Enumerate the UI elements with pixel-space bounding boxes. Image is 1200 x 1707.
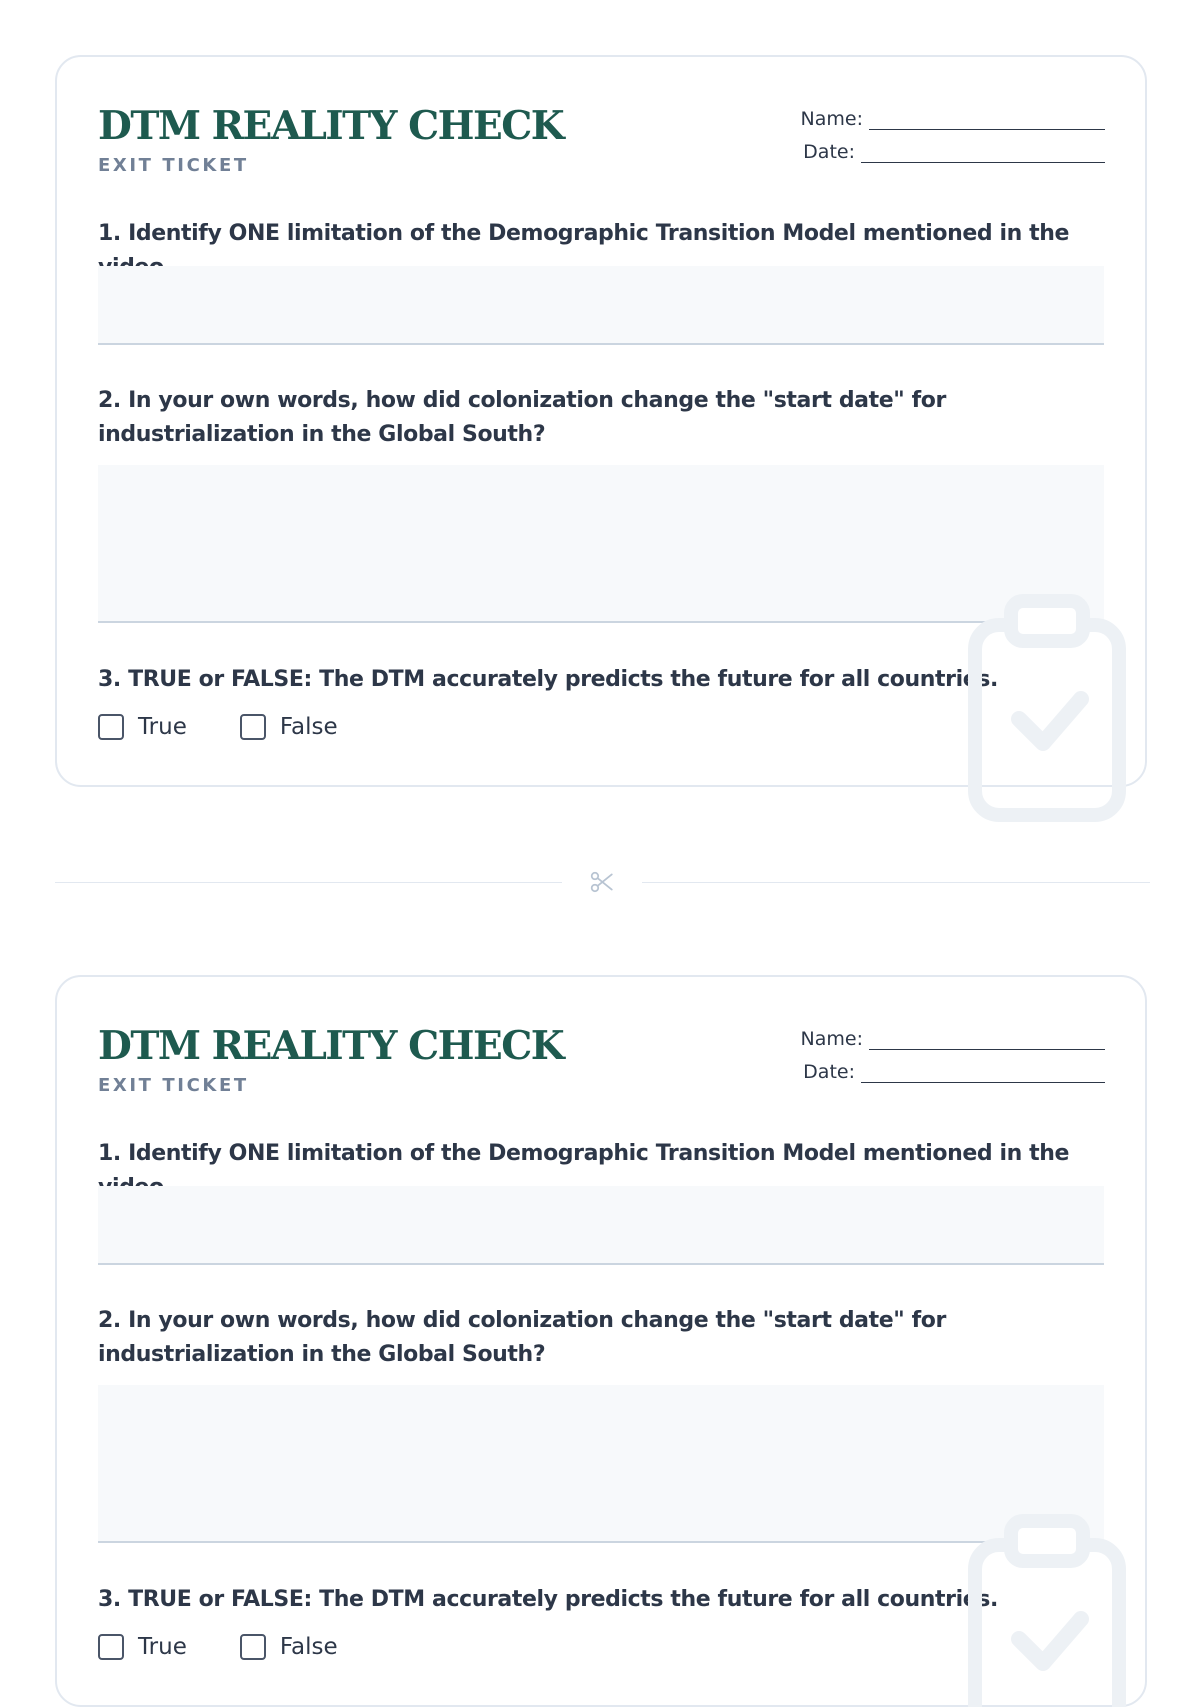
student-info [795, 97, 1105, 163]
question-3: 3. TRUE or FALSE: The DTM accurately predicts the future for all countries. [98, 667, 998, 692]
ticket-subtitle: EXIT TICKET [98, 155, 249, 176]
ticket-header [98, 103, 564, 176]
student-info [795, 1017, 1105, 1083]
date-label: Date: [803, 1061, 855, 1083]
cut-line-right [642, 882, 1150, 883]
date-row [795, 1050, 1105, 1083]
question-1: 1. Identify ONE limitation of the Demographic Transition Model mentioned in the [98, 1141, 1070, 1166]
answer-box-1[interactable] [98, 1186, 1104, 1265]
true-checkbox[interactable] [98, 1634, 124, 1660]
true-label: True [138, 1634, 187, 1660]
name-field[interactable] [869, 108, 1105, 130]
exit-ticket [55, 975, 1147, 1707]
false-label: False [279, 714, 338, 740]
false-label: False [279, 1634, 338, 1660]
answer-box-1[interactable] [98, 266, 1104, 345]
name-row [795, 97, 1105, 130]
ticket-title: DTM REALITY CHECK [98, 103, 564, 149]
false-checkbox[interactable] [240, 1634, 266, 1660]
false-checkbox[interactable] [240, 714, 266, 740]
true-false-options [98, 1634, 391, 1660]
clipboard-check-icon [967, 1517, 1127, 1707]
answer-box-2[interactable] [98, 465, 1104, 623]
ticket-subtitle: EXIT TICKET [98, 1075, 249, 1096]
date-row [795, 130, 1105, 163]
ticket-title: DTM REALITY CHECK [98, 1023, 564, 1069]
answer-box-2[interactable] [98, 1385, 1104, 1543]
name-label: Name: [800, 1028, 863, 1050]
ticket-header [98, 1023, 564, 1096]
option-true[interactable] [98, 1634, 187, 1660]
option-true[interactable] [98, 714, 187, 740]
name-field[interactable] [869, 1028, 1105, 1050]
option-false[interactable] [240, 714, 338, 740]
true-checkbox[interactable] [98, 714, 124, 740]
exit-ticket [55, 55, 1147, 787]
true-label: True [138, 714, 187, 740]
name-row [795, 1017, 1105, 1050]
date-field[interactable] [861, 1061, 1105, 1083]
date-field[interactable] [861, 141, 1105, 163]
question-2: 2. In your own words, how did colonization change the "start date" for industrialization in the Global South? [98, 1308, 946, 1367]
name-label: Name: [800, 108, 863, 130]
question-1: 1. Identify ONE limitation of the Demographic Transition Model mentioned in the [98, 221, 1070, 246]
true-false-options [98, 714, 391, 740]
date-label: Date: [803, 141, 855, 163]
clipboard-check-icon [967, 597, 1127, 787]
option-false[interactable] [240, 1634, 338, 1660]
question-2: 2. In your own words, how did colonization change the "start date" for industrialization in the Global South? [98, 388, 946, 447]
cut-line-left [55, 882, 562, 883]
question-3: 3. TRUE or FALSE: The DTM accurately predicts the future for all countries. [98, 1587, 998, 1612]
scissors-icon [589, 869, 615, 895]
